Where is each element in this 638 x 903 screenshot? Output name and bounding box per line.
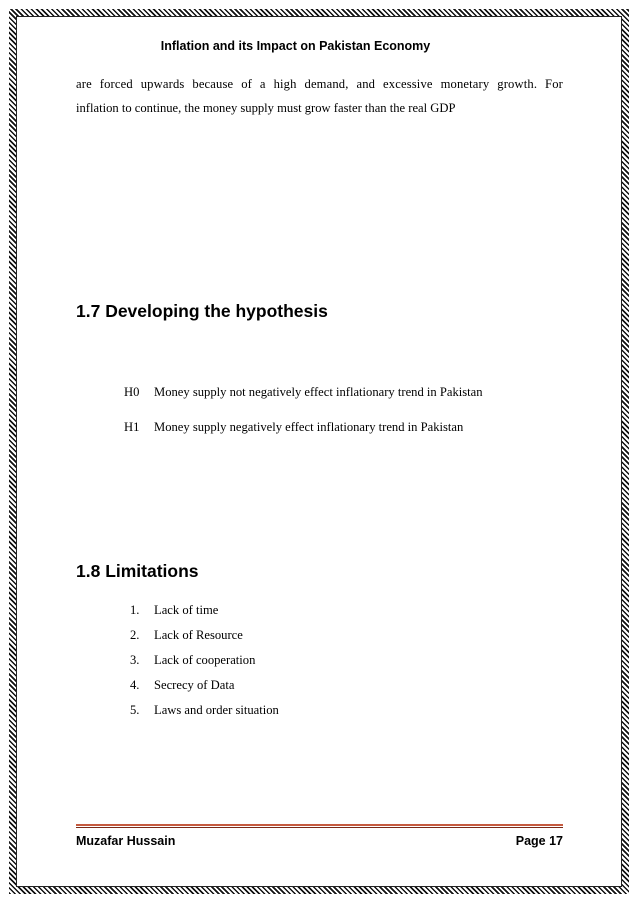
running-header: Inflation and its Impact on Pakistan Economy (160, 39, 431, 53)
limitations-list (130, 602, 279, 727)
page-border (9, 9, 629, 894)
paragraph-line: inflation to continue, the money supply must grow faster than the real GDP (76, 101, 456, 115)
hypothesis-code: H1 (124, 420, 140, 434)
list-text: Secrecy of Data (154, 678, 235, 692)
list-number: 5. (130, 703, 140, 717)
list-text: Lack of Resource (154, 628, 243, 642)
list-item (130, 702, 279, 727)
list-text: Lack of cooperation (154, 653, 256, 667)
list-number: 2. (130, 628, 140, 642)
list-number: 3. (130, 653, 140, 667)
intro-paragraph (76, 72, 563, 120)
section-heading-hypothesis: 1.7 Developing the hypothesis (76, 301, 328, 321)
hypothesis-text: Money supply negatively effect inflationary trend in Pakistan (154, 420, 464, 434)
paragraph-line: are forced upwards because of a high demand, and excessive monetary growth. For (76, 77, 563, 91)
list-item (130, 627, 279, 652)
list-item (130, 652, 279, 677)
list-item (130, 602, 279, 627)
hypothesis-text: Money supply not negatively effect inflationary trend in Pakistan (154, 385, 483, 399)
footer-rule (76, 824, 563, 826)
footer-author: Muzafar Hussain (76, 834, 176, 848)
footer-page-number: Page 17 (515, 834, 563, 848)
footer-rule-dark (76, 827, 563, 828)
list-number: 4. (130, 678, 140, 692)
list-text: Lack of time (154, 603, 219, 617)
section-heading-limitations: 1.8 Limitations (76, 561, 199, 581)
hypothesis-code: H0 (124, 385, 140, 399)
list-text: Laws and order situation (154, 703, 279, 717)
list-number: 1. (130, 603, 140, 617)
hypothesis-item (124, 385, 483, 400)
list-item (130, 677, 279, 702)
hypothesis-item (124, 420, 463, 435)
